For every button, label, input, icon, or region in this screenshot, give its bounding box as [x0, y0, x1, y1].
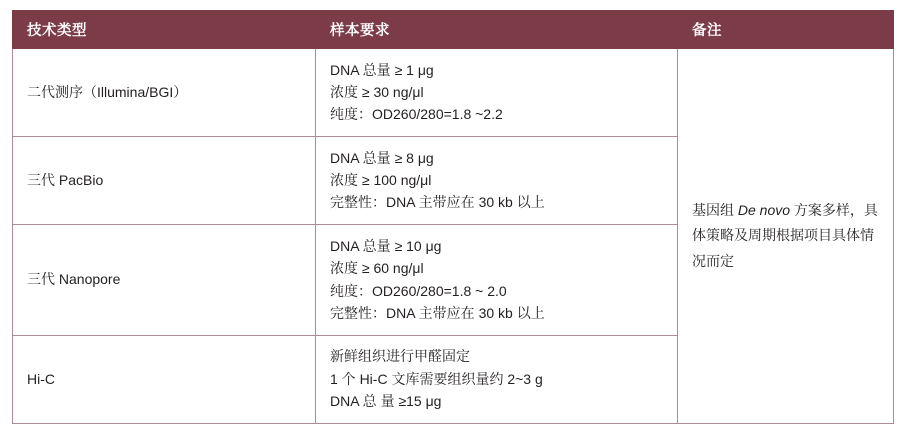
- requirement-line: 浓度 ≥ 60 ng/μl: [330, 260, 424, 277]
- requirement-line: 1 个 Hi-C 文库需要组织量约 2~3 g: [330, 370, 543, 387]
- table-row: [13, 49, 894, 137]
- requirement-line: DNA 总量 ≥ 10 μg: [330, 237, 442, 254]
- table-header-row: [13, 11, 894, 49]
- note-cell: [678, 49, 894, 424]
- tech-type-cell: 三代 PacBio: [13, 137, 316, 225]
- table-body: [13, 49, 894, 424]
- tech-type-cell: 二代测序（Illumina/BGI）: [13, 49, 316, 137]
- note-text: [692, 198, 879, 274]
- requirement-line: 浓度 ≥ 30 ng/μl: [330, 83, 424, 100]
- tech-type-cell: Hi-C: [13, 335, 316, 423]
- note-italic: De novo: [737, 202, 791, 219]
- table-header: [13, 11, 894, 49]
- sample-requirement-table: [12, 10, 894, 424]
- requirement-cell: [316, 49, 678, 137]
- requirement-line: 浓度 ≥ 100 ng/μl: [330, 172, 432, 189]
- requirement-line: 完整性：DNA 主带应在 30 kb 以上: [330, 194, 545, 211]
- note-prefix: 基因组: [692, 202, 738, 219]
- requirement-cell: [316, 225, 678, 336]
- column-header-requirement: 样本要求: [316, 11, 678, 49]
- sample-requirement-table-wrapper: [12, 10, 893, 424]
- requirement-line: DNA 总 量 ≥15 μg: [330, 393, 442, 410]
- tech-type-cell: 三代 Nanopore: [13, 225, 316, 336]
- requirement-line: 纯度：OD260/280=1.8 ~2.2: [330, 106, 503, 123]
- note-suffix: 方案多样，具体策略及周期根据项目具体情况而定: [692, 202, 878, 269]
- requirement-line: 纯度：OD260/280=1.8 ~ 2.0: [330, 282, 507, 299]
- requirement-line: 完整性：DNA 主带应在 30 kb 以上: [330, 305, 545, 322]
- column-header-note: 备注: [678, 11, 894, 49]
- requirement-line: 新鲜组织进行甲醛固定: [330, 348, 470, 365]
- requirement-cell: [316, 335, 678, 423]
- column-header-tech: 技术类型: [13, 11, 316, 49]
- requirement-cell: [316, 137, 678, 225]
- requirement-line: DNA 总量 ≥ 1 μg: [330, 61, 434, 78]
- requirement-line: DNA 总量 ≥ 8 μg: [330, 149, 434, 166]
